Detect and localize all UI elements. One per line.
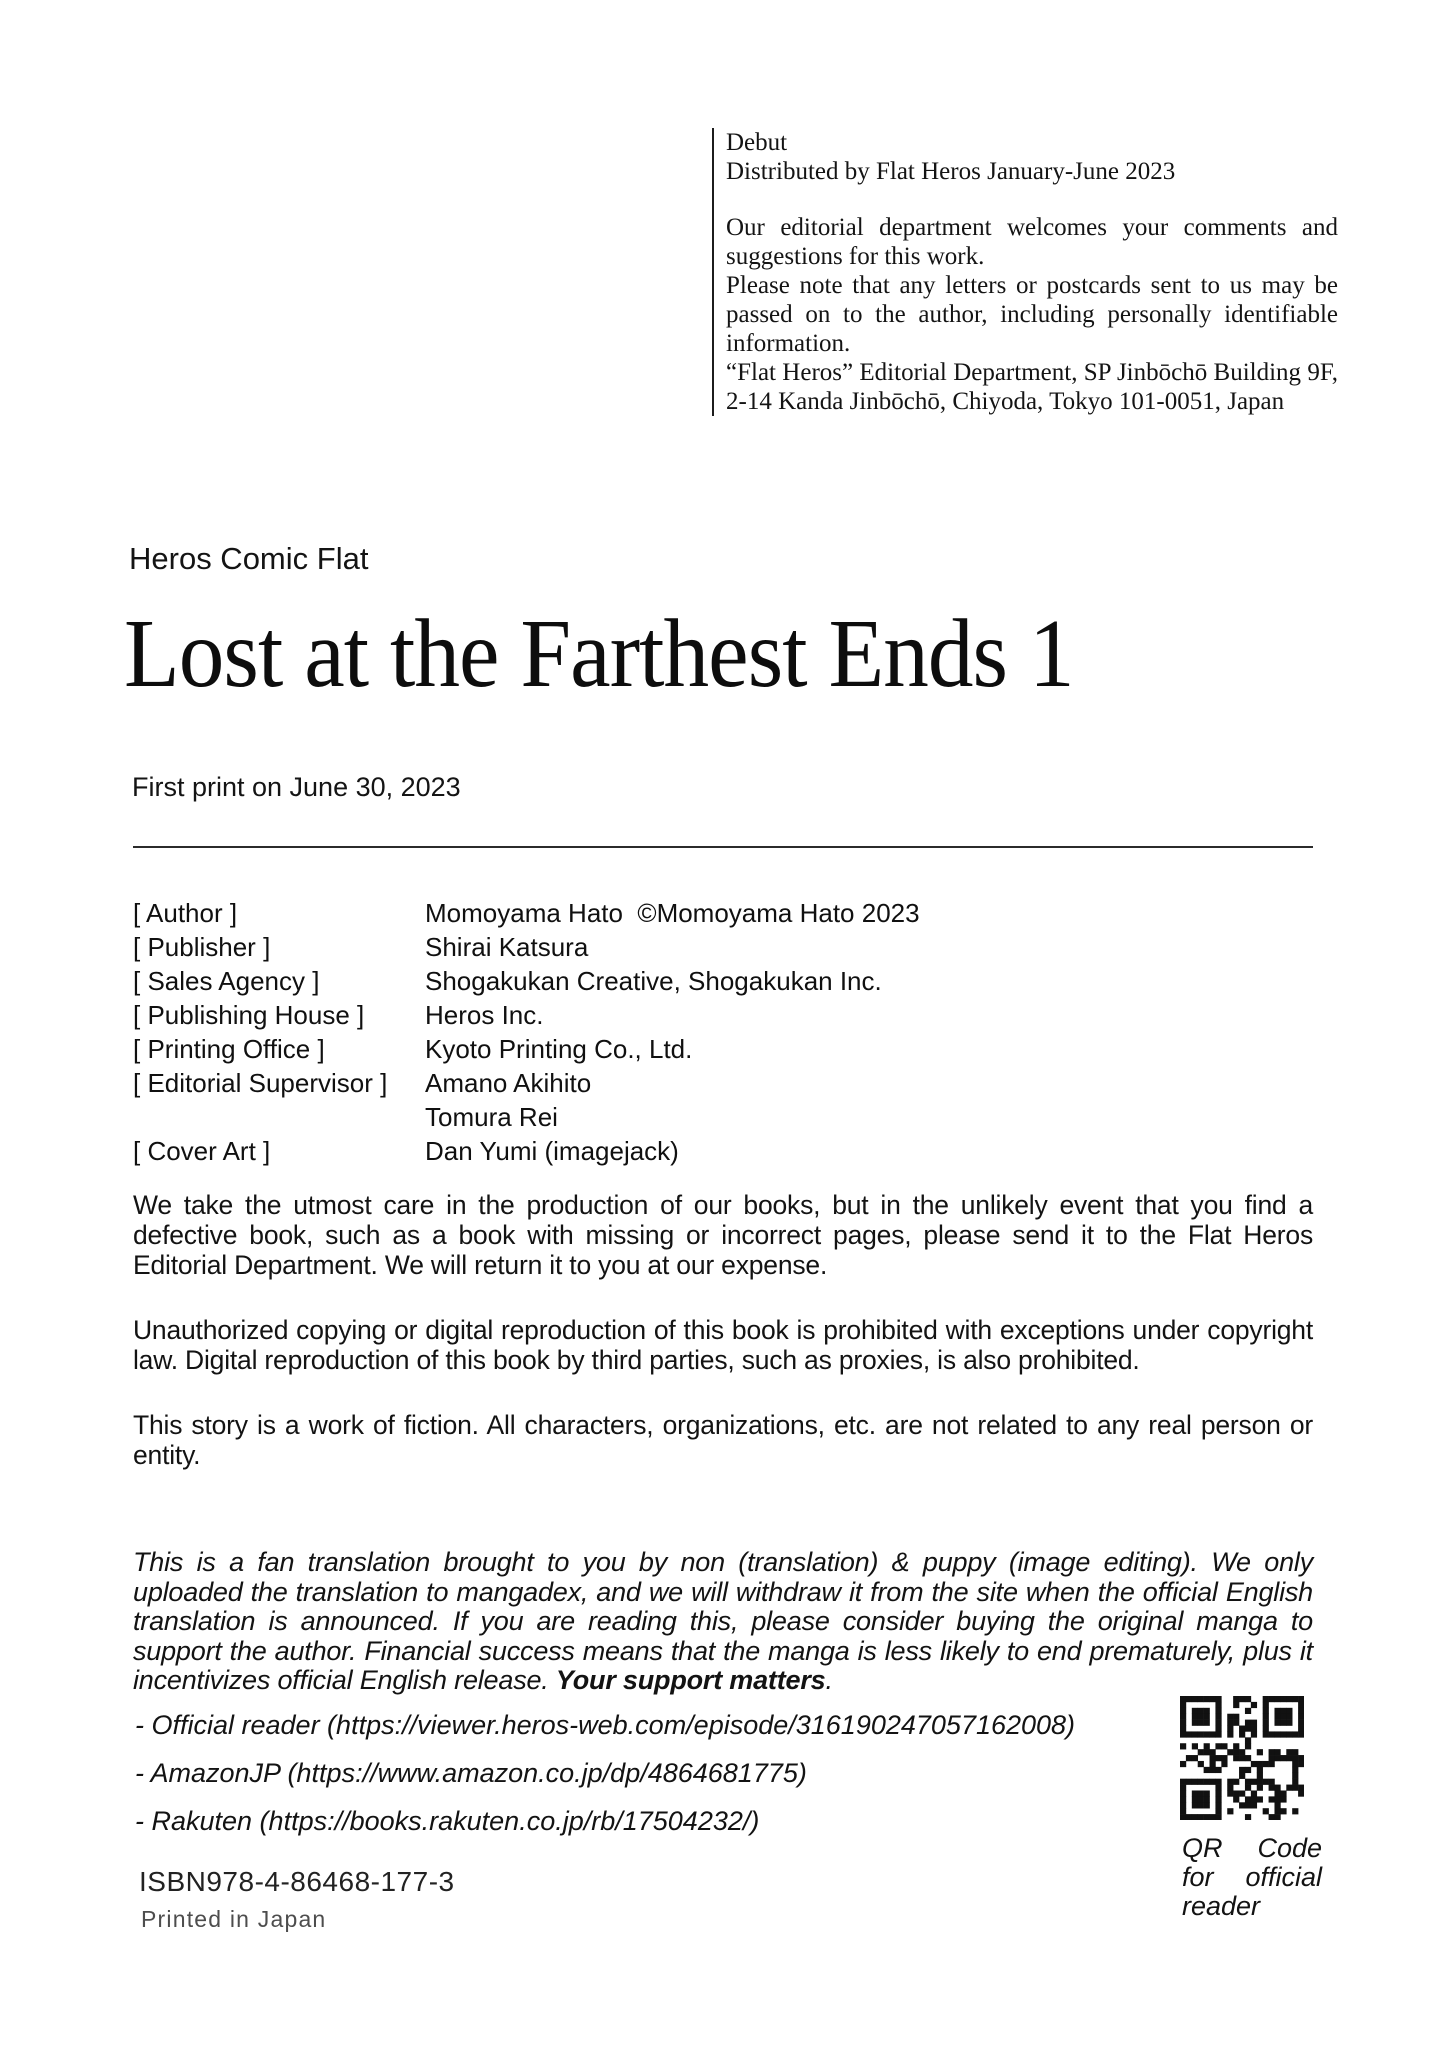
link-amazonjp[interactable]: - AmazonJP (https://www.amazon.co.jp/dp/4864681775) [135,1758,807,1788]
print-date: First print on June 30, 2023 [132,772,461,802]
credit-row-editorial-supervisor [133,1066,1313,1100]
credit-label: [ Cover Art ] [133,1136,271,1166]
editorial-address-paragraph: “Flat Heros” Editorial Department, SP Jinbōchō Building 9F, 2-14 Kanda Jinbōchō, Chiyoda, Tokyo 101-0051, Japan [726,359,1338,415]
book-title: Lost at the Farthest Ends 1 [124,600,1074,707]
fan-translation-note [133,1548,1313,1696]
credit-value: Momoyama Hato ©Momoyama Hato 2023 [425,898,920,928]
credit-label: [ Publishing House ] [133,1000,365,1030]
credit-label [133,1100,425,1134]
copyright-paragraph: Unauthorized copying or digital reproduction of this book is prohibited with exceptions under copyright law. Digital reproduction of this book by third parties, such as proxies, is also prohibited. [133,1315,1313,1375]
qr-code [1180,1696,1304,1820]
credit-row-publishing-house [133,998,1313,1032]
credit-value: Shogakukan Creative, Shogakukan Inc. [425,966,882,996]
qr-caption: QR Code for official reader [1182,1833,1322,1921]
fan-note-text: This is a fan translation brought to you by non (translation) & puppy (image editing). We only uploaded the translation to mangadex, and we will withdraw it from the site when the official English translation is announced. If you are reading this, please consider buying the original manga to support the author. Financial success means that the manga is less likely to end prematurely, plus it incentivizes official English release. [133,1547,1313,1695]
link-rakuten[interactable]: - Rakuten (https://books.rakuten.co.jp/rb/17504232/) [135,1806,760,1836]
fan-note-bold-text: Your support matters [555,1665,826,1695]
debut-line: Debut [726,129,788,156]
credit-value: Amano Akihito [425,1068,592,1098]
credit-row-cover-art [133,1134,1313,1168]
credit-value: Heros Inc. [425,1000,544,1030]
purchase-links-list [135,1712,1075,1856]
imprint-label: Heros Comic Flat [129,541,369,576]
credit-value: Tomura Rei [425,1102,558,1132]
credit-row-printing-office [133,1032,1313,1066]
credit-row-publisher [133,930,1313,964]
credit-row-author [133,896,1313,930]
link-official-reader[interactable]: - Official reader (https://viewer.heros-web.com/episode/316190247057162008) [135,1710,1076,1740]
credit-row-editorial-supervisor-2 [133,1100,1313,1134]
publisher-notice-block [712,128,1338,416]
fan-note-suffix: . [825,1665,833,1695]
isbn-number: ISBN978-4-86468-177-3 [139,1866,455,1897]
credit-label: [ Publisher ] [133,932,271,962]
letters-privacy-paragraph: Please note that any letters or postcards sent to us may be passed on to the author, including personally identifiable information. [726,272,1338,357]
credits-table [133,896,1313,1168]
credit-value: Shirai Katsura [425,932,589,962]
distribution-line: Distributed by Flat Heros January-June 2023 [726,158,1176,185]
printed-in-japan: Printed in Japan [141,1906,327,1932]
credit-row-sales-agency [133,964,1313,998]
fan-translation-section [133,1548,1313,1696]
divider-rule [133,846,1313,848]
notices-section [133,1190,1313,1470]
fiction-disclaimer-paragraph: This story is a work of fiction. All characters, organizations, etc. are not related to any real person or entity. [133,1410,1313,1470]
credit-label: [ Author ] [133,898,238,928]
credit-label: [ Sales Agency ] [133,966,320,996]
credit-value: Kyoto Printing Co., Ltd. [425,1034,693,1064]
credit-label: [ Printing Office ] [133,1034,325,1064]
defective-book-paragraph: We take the utmost care in the production of our books, but in the unlikely event that you find a defective book, such as a book with missing or incorrect pages, please send it to the Flat Heros Editorial Department. We will return it to you at our expense. [133,1190,1313,1280]
credit-value: Dan Yumi (imagejack) [425,1136,679,1166]
editorial-comments-paragraph: Our editorial department welcomes your comments and suggestions for this work. [726,214,1338,270]
credit-label: [ Editorial Supervisor ] [133,1068,388,1098]
spacer [726,186,1338,213]
